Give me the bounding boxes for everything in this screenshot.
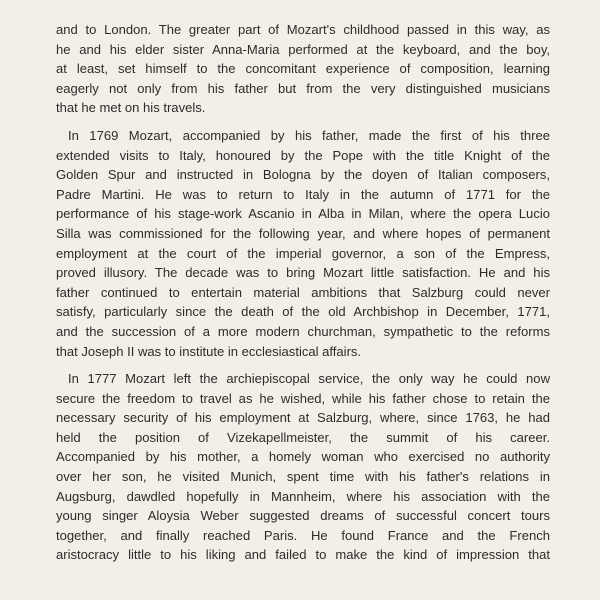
- text-line: over her son, he visited Munich, spent time with his father's relations in: [56, 469, 550, 485]
- text-line: aristocracy little to his liking and failed to make the kind of impression that: [56, 547, 550, 563]
- text-line: together, and finally reached Paris. He found France and the French: [56, 527, 550, 543]
- paragraph-childhood: [56, 20, 550, 118]
- text-line: that Joseph II was to institute in ecclesiastical affairs.: [56, 343, 362, 359]
- text-line: and to London. The greater part of Mozart's childhood passed in this way, as: [56, 22, 550, 37]
- text-line: proved illusory. The decade was to bring Mozart little satisfaction. He and his: [56, 265, 550, 281]
- text-line: Accompanied by his mother, a homely woman who exercised no authority: [56, 449, 550, 465]
- text-line: Silla was commissioned for the following year, and where hopes of permanent: [56, 225, 550, 241]
- text-line: Augsburg, dawdled hopefully in Mannheim, where his association with the: [56, 488, 550, 504]
- text-line: performance of his stage-work Ascanio in Alba in Milan, where the opera Lucio: [56, 206, 550, 222]
- text-line: father continued to entertain material ambitions that Salzburg could never: [56, 284, 550, 300]
- text-line: extended visits to Italy, honoured by the Pope with the title Knight of the: [56, 147, 550, 163]
- text-line: secure the freedom to travel as he wished, while his father chose to retain the: [56, 390, 550, 406]
- paragraph-1777-travels: [56, 369, 550, 565]
- text-line: young singer Aloysia Weber suggested dreams of successful concert tours: [56, 508, 550, 524]
- text-line: eagerly not only from his father but from the very distinguished musicians: [56, 80, 550, 96]
- text-line: at least, set himself to the concomitant experience of composition, learning: [56, 61, 550, 77]
- text-line: necessary security of his employment at Salzburg, where, since 1763, he had: [56, 410, 550, 426]
- text-line: In 1777 Mozart left the archiepiscopal service, the only way he could now: [68, 371, 550, 387]
- text-line: employment at the court of the imperial governor, a son of the Empress,: [56, 245, 550, 261]
- document-body: [56, 20, 550, 573]
- text-line: Golden Spur and instructed in Bologna by the doyen of Italian composers,: [56, 167, 550, 183]
- text-line: held the position of Vizekapellmeister, the summit of his career.: [56, 429, 550, 445]
- text-line: Padre Martini. He was to return to Italy in the autumn of 1771 for the: [56, 186, 550, 202]
- text-line: In 1769 Mozart, accompanied by his father, made the first of his three: [68, 127, 550, 143]
- text-line: that he met on his travels.: [56, 100, 206, 116]
- text-line: he and his elder sister Anna-Maria performed at the keyboard, and the boy,: [56, 41, 550, 57]
- paragraph-italy-1769: [56, 126, 550, 361]
- text-line: and the succession of a more modern churchman, sympathetic to the reforms: [56, 323, 550, 339]
- text-line: satisfy, particularly since the death of the old Archbishop in December, 1771,: [56, 304, 550, 320]
